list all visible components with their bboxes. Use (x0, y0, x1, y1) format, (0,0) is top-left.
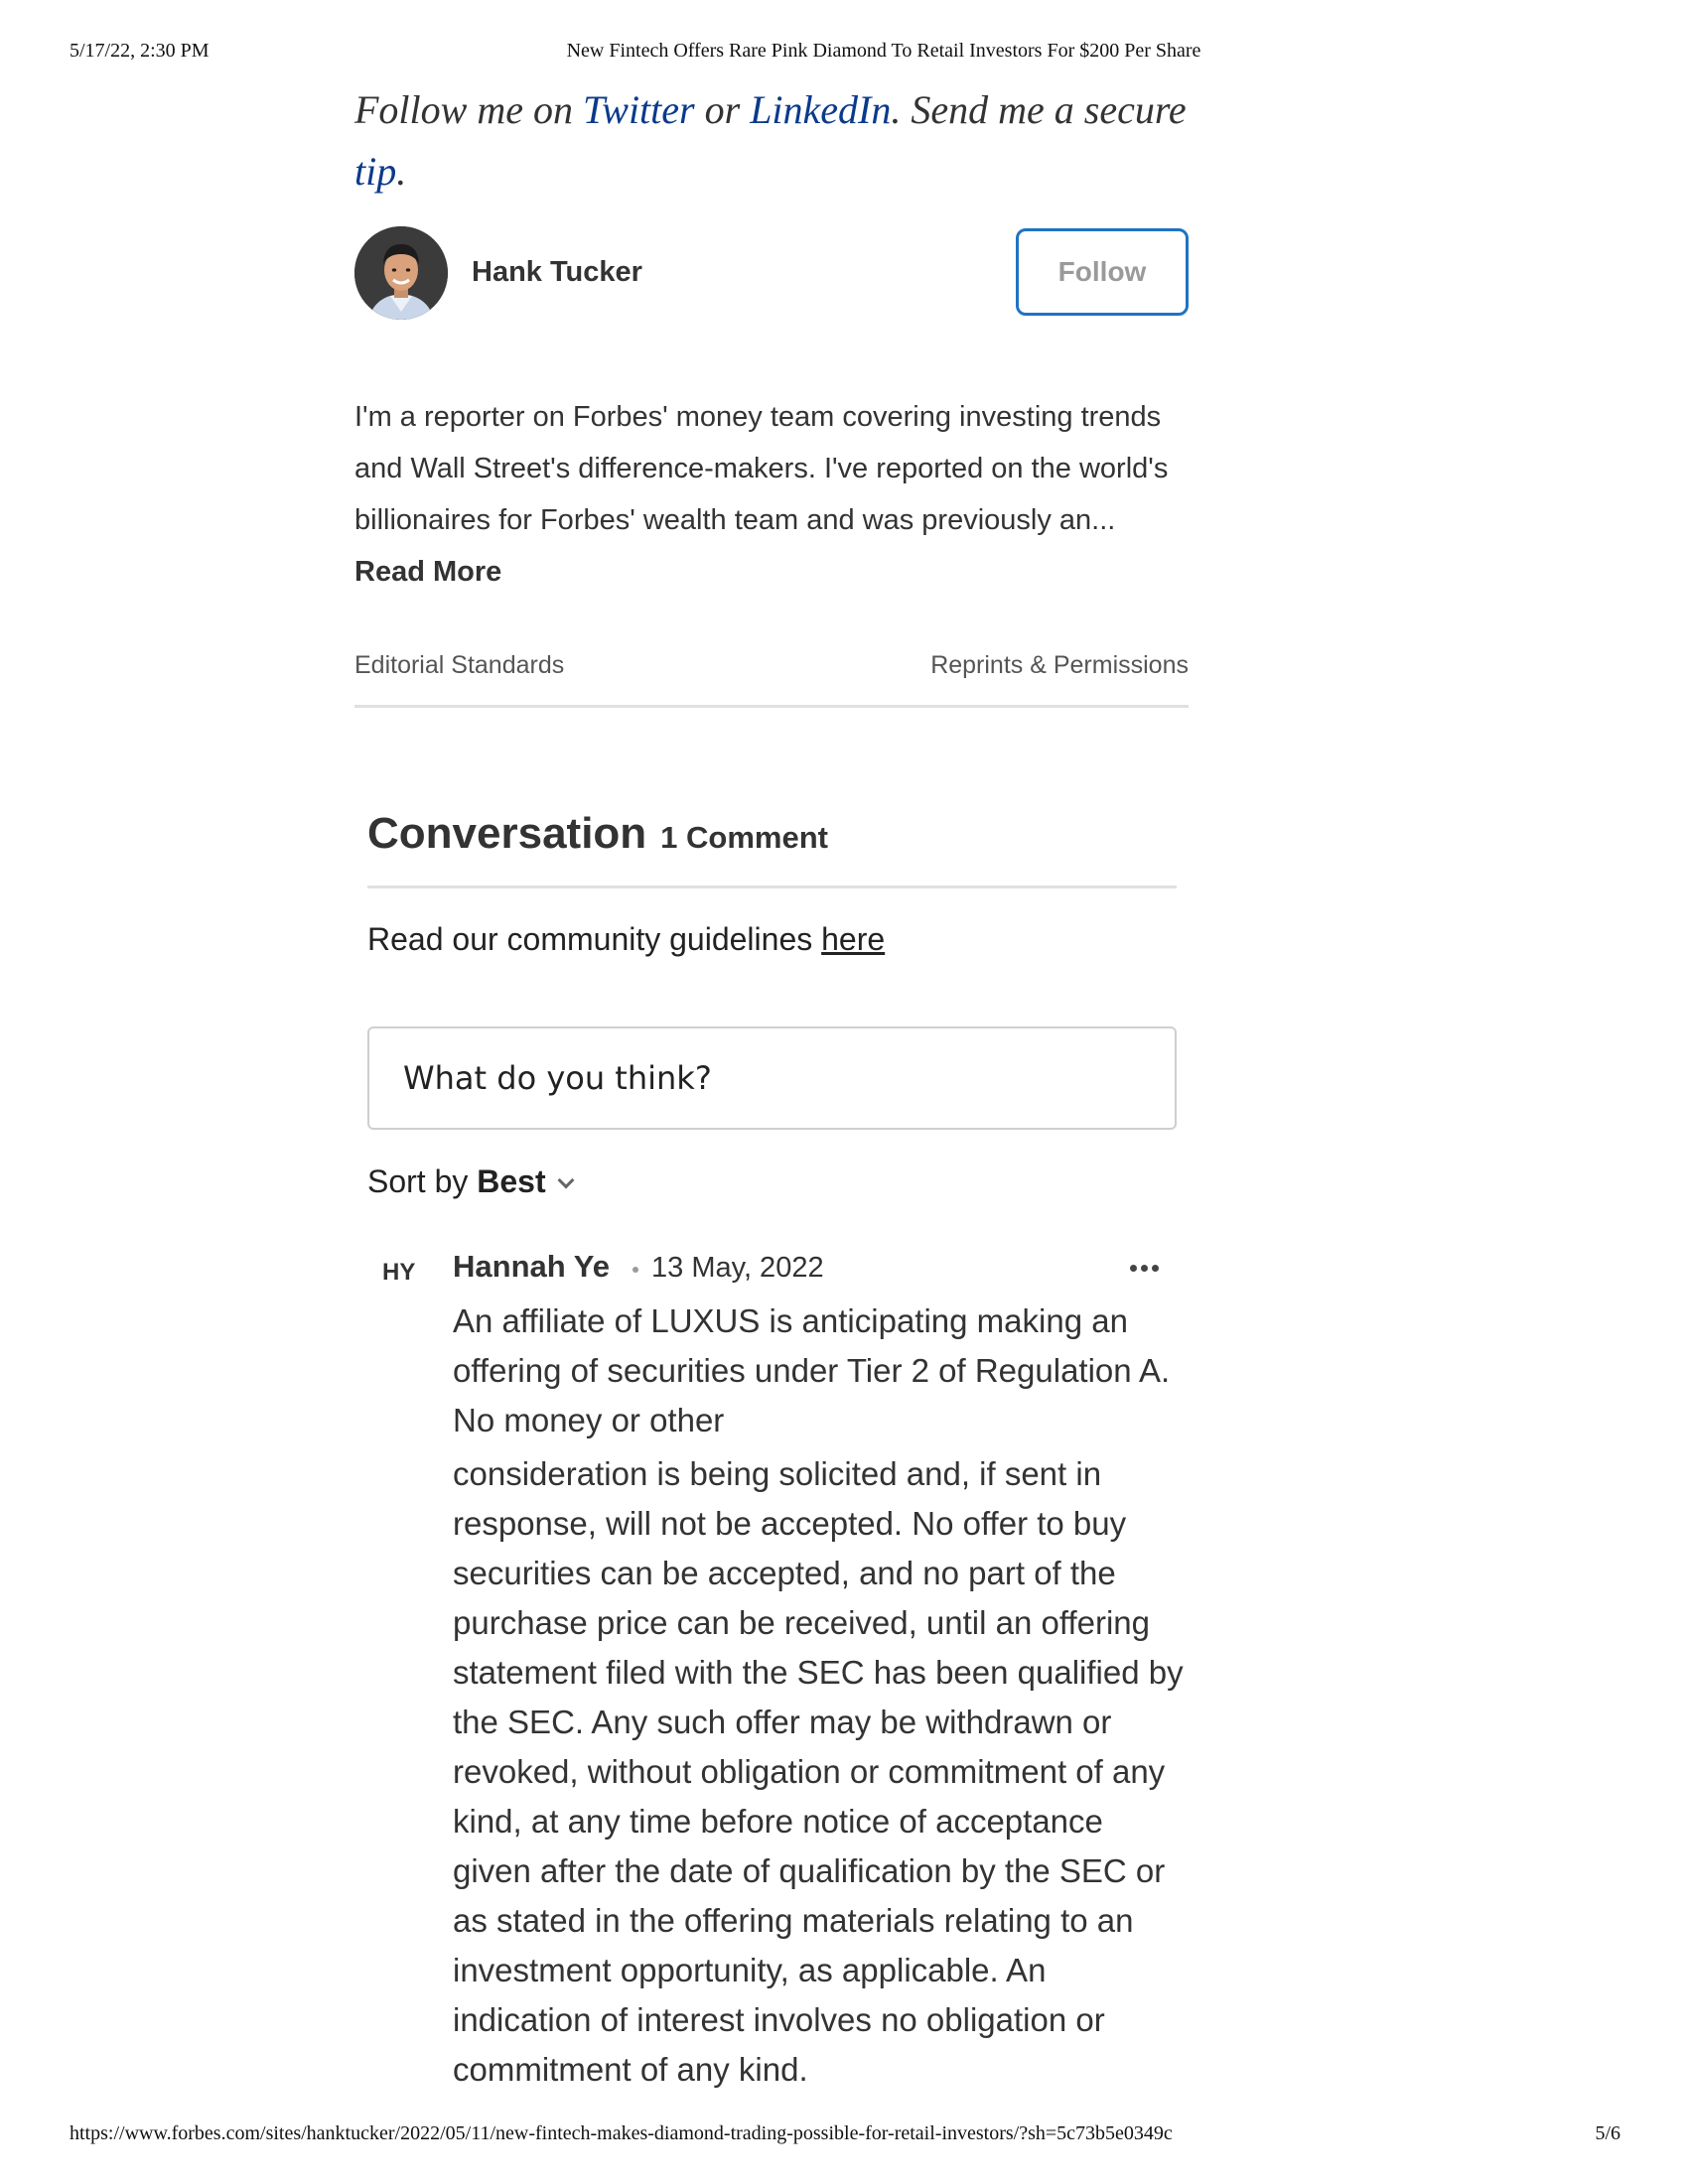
comment-date: 13 May, 2022 (651, 1252, 824, 1284)
print-url: https://www.forbes.com/sites/hanktucker/2022/05/11/new-fintech-makes-diamond-trading-possible-for-retail-investors/?sh=5c73b5e0349c (70, 2122, 1173, 2144)
author-follow-line (354, 79, 1189, 203)
community-guidelines (367, 921, 885, 958)
editorial-standards-link[interactable]: Editorial Standards (354, 651, 565, 679)
guidelines-text: Read our community guidelines (367, 921, 822, 957)
print-page-title: New Fintech Offers Rare Pink Diamond To Retail Investors For $200 Per Share (566, 40, 1201, 62)
conversation-header (367, 809, 1177, 869)
guidelines-link[interactable]: here (821, 921, 886, 957)
separator-dot (633, 1267, 638, 1273)
comment-paragraph: consideration is being solicited and, if sent in response, will not be accepted. No offer to buy securities can be accepted, and no part of the purchase price can be received, until an offering statement filed with the SEC has been qualified by the SEC. Any such offer may be withdrawn or revoked, without obligation or commitment of any kind, at any time before notice of acceptance given after the date of qualification by the SEC or as stated in the offering materials relating to an investment opportunity, as applicable. An indication of interest involves no obligation or commitment of any kind. (453, 1455, 1184, 2088)
conversation-title: Conversation (367, 809, 647, 858)
secure-tip-link[interactable]: tip (354, 149, 397, 194)
comment-count: 1 Comment (660, 820, 828, 855)
print-footer (0, 2122, 1688, 2152)
author-bio (354, 391, 1189, 598)
section-divider (354, 705, 1189, 708)
chevron-down-icon (557, 1172, 574, 1189)
print-header (0, 40, 1688, 69)
sort-dropdown[interactable] (367, 1163, 572, 1200)
print-datetime: 5/17/22, 2:30 PM (70, 40, 210, 62)
twitter-link[interactable]: Twitter (582, 87, 695, 132)
follow-text-2: or (694, 87, 751, 132)
author-avatar-image (354, 226, 448, 320)
follow-button[interactable]: Follow (1016, 228, 1189, 316)
author-bio-text: I'm a reporter on Forbes' money team covering investing trends and Wall Street's difference-makers. I've reported on the world's billionaires for Forbes' wealth team and was previously an... (354, 401, 1169, 536)
comment-body (453, 1297, 1188, 2099)
sort-label: Sort by (367, 1163, 478, 1199)
follow-text-4: . (396, 149, 407, 194)
more-options-icon[interactable] (1128, 1253, 1162, 1283)
author-name[interactable]: Hank Tucker (472, 256, 642, 288)
print-page-number: 5/6 (1595, 2122, 1620, 2144)
comment-input[interactable]: What do you think? (367, 1026, 1177, 1130)
author-card (354, 226, 1189, 322)
linkedin-link[interactable]: LinkedIn (750, 87, 892, 132)
comment-author[interactable]: Hannah Ye (453, 1249, 610, 1284)
author-avatar[interactable] (354, 226, 448, 320)
article-footer-links (354, 651, 1189, 683)
sort-value: Best (477, 1163, 546, 1199)
conversation-divider (367, 886, 1177, 888)
follow-text-3: . Send me a secure (891, 87, 1187, 132)
follow-text-1: Follow me on (354, 87, 583, 132)
read-more-link[interactable]: Read More (354, 556, 502, 588)
comment-paragraph: An affiliate of LUXUS is anticipating making an offering of securities under Tier 2 of Regulation A. No money or other (453, 1302, 1171, 1438)
reprints-permissions-link[interactable]: Reprints & Permissions (930, 651, 1189, 679)
commenter-avatar[interactable]: HY (382, 1259, 416, 1286)
